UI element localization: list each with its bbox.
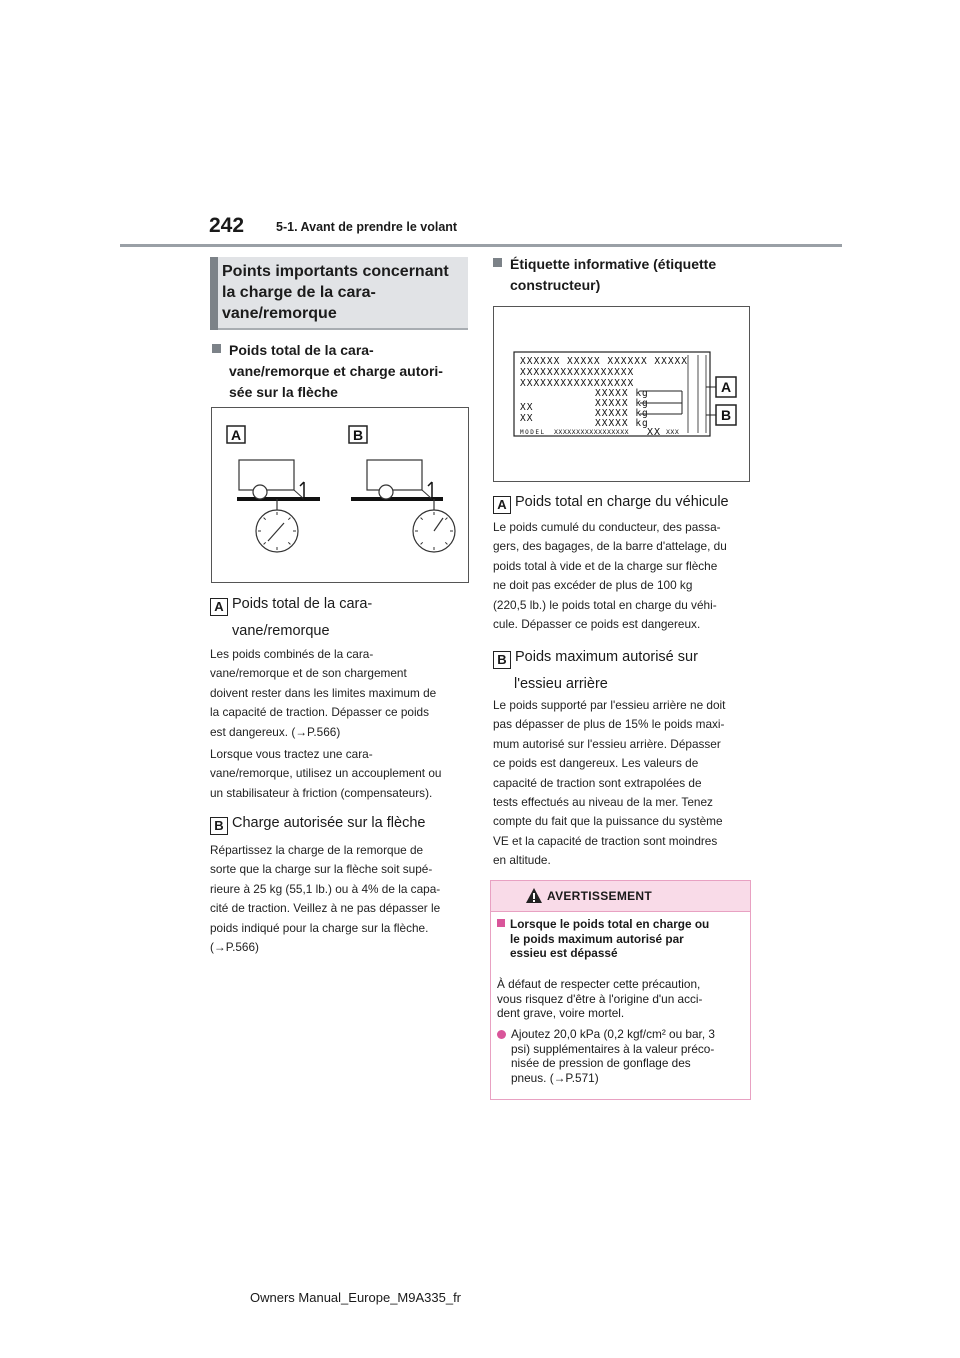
label-a-title-cont: vane/remorque — [232, 623, 330, 639]
figure-label-a: A — [230, 427, 242, 443]
plate-kg-1: XXXXX kg — [595, 388, 649, 399]
para-tongue-load: Répartissez la charge de la remorque de sorte que la charge sur la flèche soit supé- rieure à 25 kg (55,1 lb.) ou à 4% de la capa- cité de traction. Veillez à ne pas dépasser le poids indiqué pour la charge sur la flèche. (→P.566) — [210, 843, 441, 955]
plate-model: MODEL — [520, 429, 546, 436]
footer-doc-id: Owners Manual_Europe_M9A335_fr — [250, 1290, 462, 1305]
page-number: 242 — [209, 214, 245, 237]
header-rule — [120, 244, 842, 247]
warning-title: AVERTISSEMENT — [547, 889, 653, 903]
plate-xx-2: XX — [520, 413, 534, 424]
label-box-b: B — [493, 651, 511, 669]
label-box-b: B — [210, 817, 228, 835]
para-gross-weight: Le poids cumulé du conducteur, des passa- gers, des bagages, de la barre d'attelage, du poids total à vide et de la charge sur flèche ne doit pas excéder de plus de 100 kg (220,5 lb.) le poids total en charge du véhi- cule. Dépasser ce poids est dangereux. — [493, 520, 727, 632]
plate-xx-1: XX — [520, 402, 534, 413]
section-title: 5-1. Avant de prendre le volant — [276, 220, 458, 234]
plate-row-1: XXXXXX XXXXX XXXXXX XXXXX — [520, 356, 688, 367]
label-a-trailer-weight: A Poids total de la cara- — [210, 595, 372, 616]
section-heading: Points importants concernant la charge de la cara-vane/remorque — [222, 263, 449, 322]
plate-kg-3: XXXXX kg — [595, 408, 649, 419]
warning-header — [491, 881, 750, 912]
trailer-b — [351, 460, 455, 552]
para-trailer-weight-1: Les poids combinés de la cara- vane/remorque et de son chargement doivent rester dans les limites maximum de la capacité de traction. Dépasser ce poids est dangereux. (→P.566) — [210, 647, 437, 739]
para-rear-axle: Le poids supporté par l'essieu arrière ne doit pas dépasser de plus de 15% le poids maxi- mum autorisé sur l'essieu arrière. Dépasser ce poids est dangereux. Les valeurs de capacité de traction sont extrapolées de tests effectués au niveau de la mer. Tenez compte du fait que la puissance du système VE et la capacité de traction sont moindres en altitude. — [493, 698, 726, 868]
plate-label-a: A — [720, 379, 732, 395]
figure-label-b: B — [352, 427, 364, 443]
label-b-tongue-load: B Charge autorisée sur la flèche — [210, 814, 425, 835]
square-bullet-icon — [493, 258, 502, 267]
warning-box — [490, 880, 751, 1100]
plate-row-3: XXXXXXXXXXXXXXXXX — [520, 378, 635, 389]
plate-model-code: XXXXXXXXXXXXXXXXX — [554, 428, 630, 436]
warning-triangle-icon — [525, 887, 543, 904]
round-bullet-icon — [497, 1030, 506, 1039]
plate-model-tail: XXX — [666, 428, 680, 436]
plate-kg-2: XXXXX kg — [595, 398, 649, 409]
square-bullet-icon — [497, 919, 505, 927]
label-b-title-cont: l'essieu arrière — [514, 676, 608, 692]
label-box-a: A — [210, 598, 228, 616]
square-bullet-icon — [212, 344, 221, 353]
heading-accent-bar — [210, 257, 218, 330]
info-plate-illustration — [494, 307, 749, 481]
para-trailer-weight-2: Lorsque vous tractez une cara- vane/remorque, utilisez un accouplement ou un stabilisateur à friction (compensateurs). — [210, 747, 442, 800]
label-a-gross-weight: A Poids total en charge du véhicule — [493, 493, 729, 514]
plate-row-2: XXXXXXXXXXXXXXXXX — [520, 367, 635, 378]
info-plate-figure — [493, 306, 750, 482]
plate-model-xx: XX — [647, 427, 662, 438]
label-b-rear-axle: B Poids maximum autorisé sur — [493, 648, 698, 669]
trailer-a — [237, 460, 320, 552]
trailer-scale-illustration — [212, 408, 468, 582]
plate-kg-4: XXXXX kg — [595, 418, 649, 429]
subhead-info-label: Étiquette informative (étiquette constructeur) — [493, 254, 753, 296]
warning-bullet: Ajoutez 20,0 kPa (0,2 kgf/cm² ou bar, 3 psi) supplémentaires à la valeur préco- nisée de pression de gonflage des pneus. (→P.571) — [497, 1027, 742, 1085]
label-box-a: A — [493, 496, 511, 514]
section-heading-box — [210, 257, 468, 330]
trailer-figure — [211, 407, 469, 583]
subhead-trailer-weight: Poids total de la cara-vane/remorque et charge autori-sée sur la flèche — [212, 340, 462, 403]
warning-text: À défaut de respecter cette précaution, vous risquez d'être à l'origine d'un acci- dent grave, voire mortel. — [497, 977, 703, 1020]
plate-label-b: B — [720, 407, 732, 423]
warning-subtitle: Lorsque le poids total en charge ou le poids maximum autorisé par essieu est dépassé — [497, 917, 737, 961]
